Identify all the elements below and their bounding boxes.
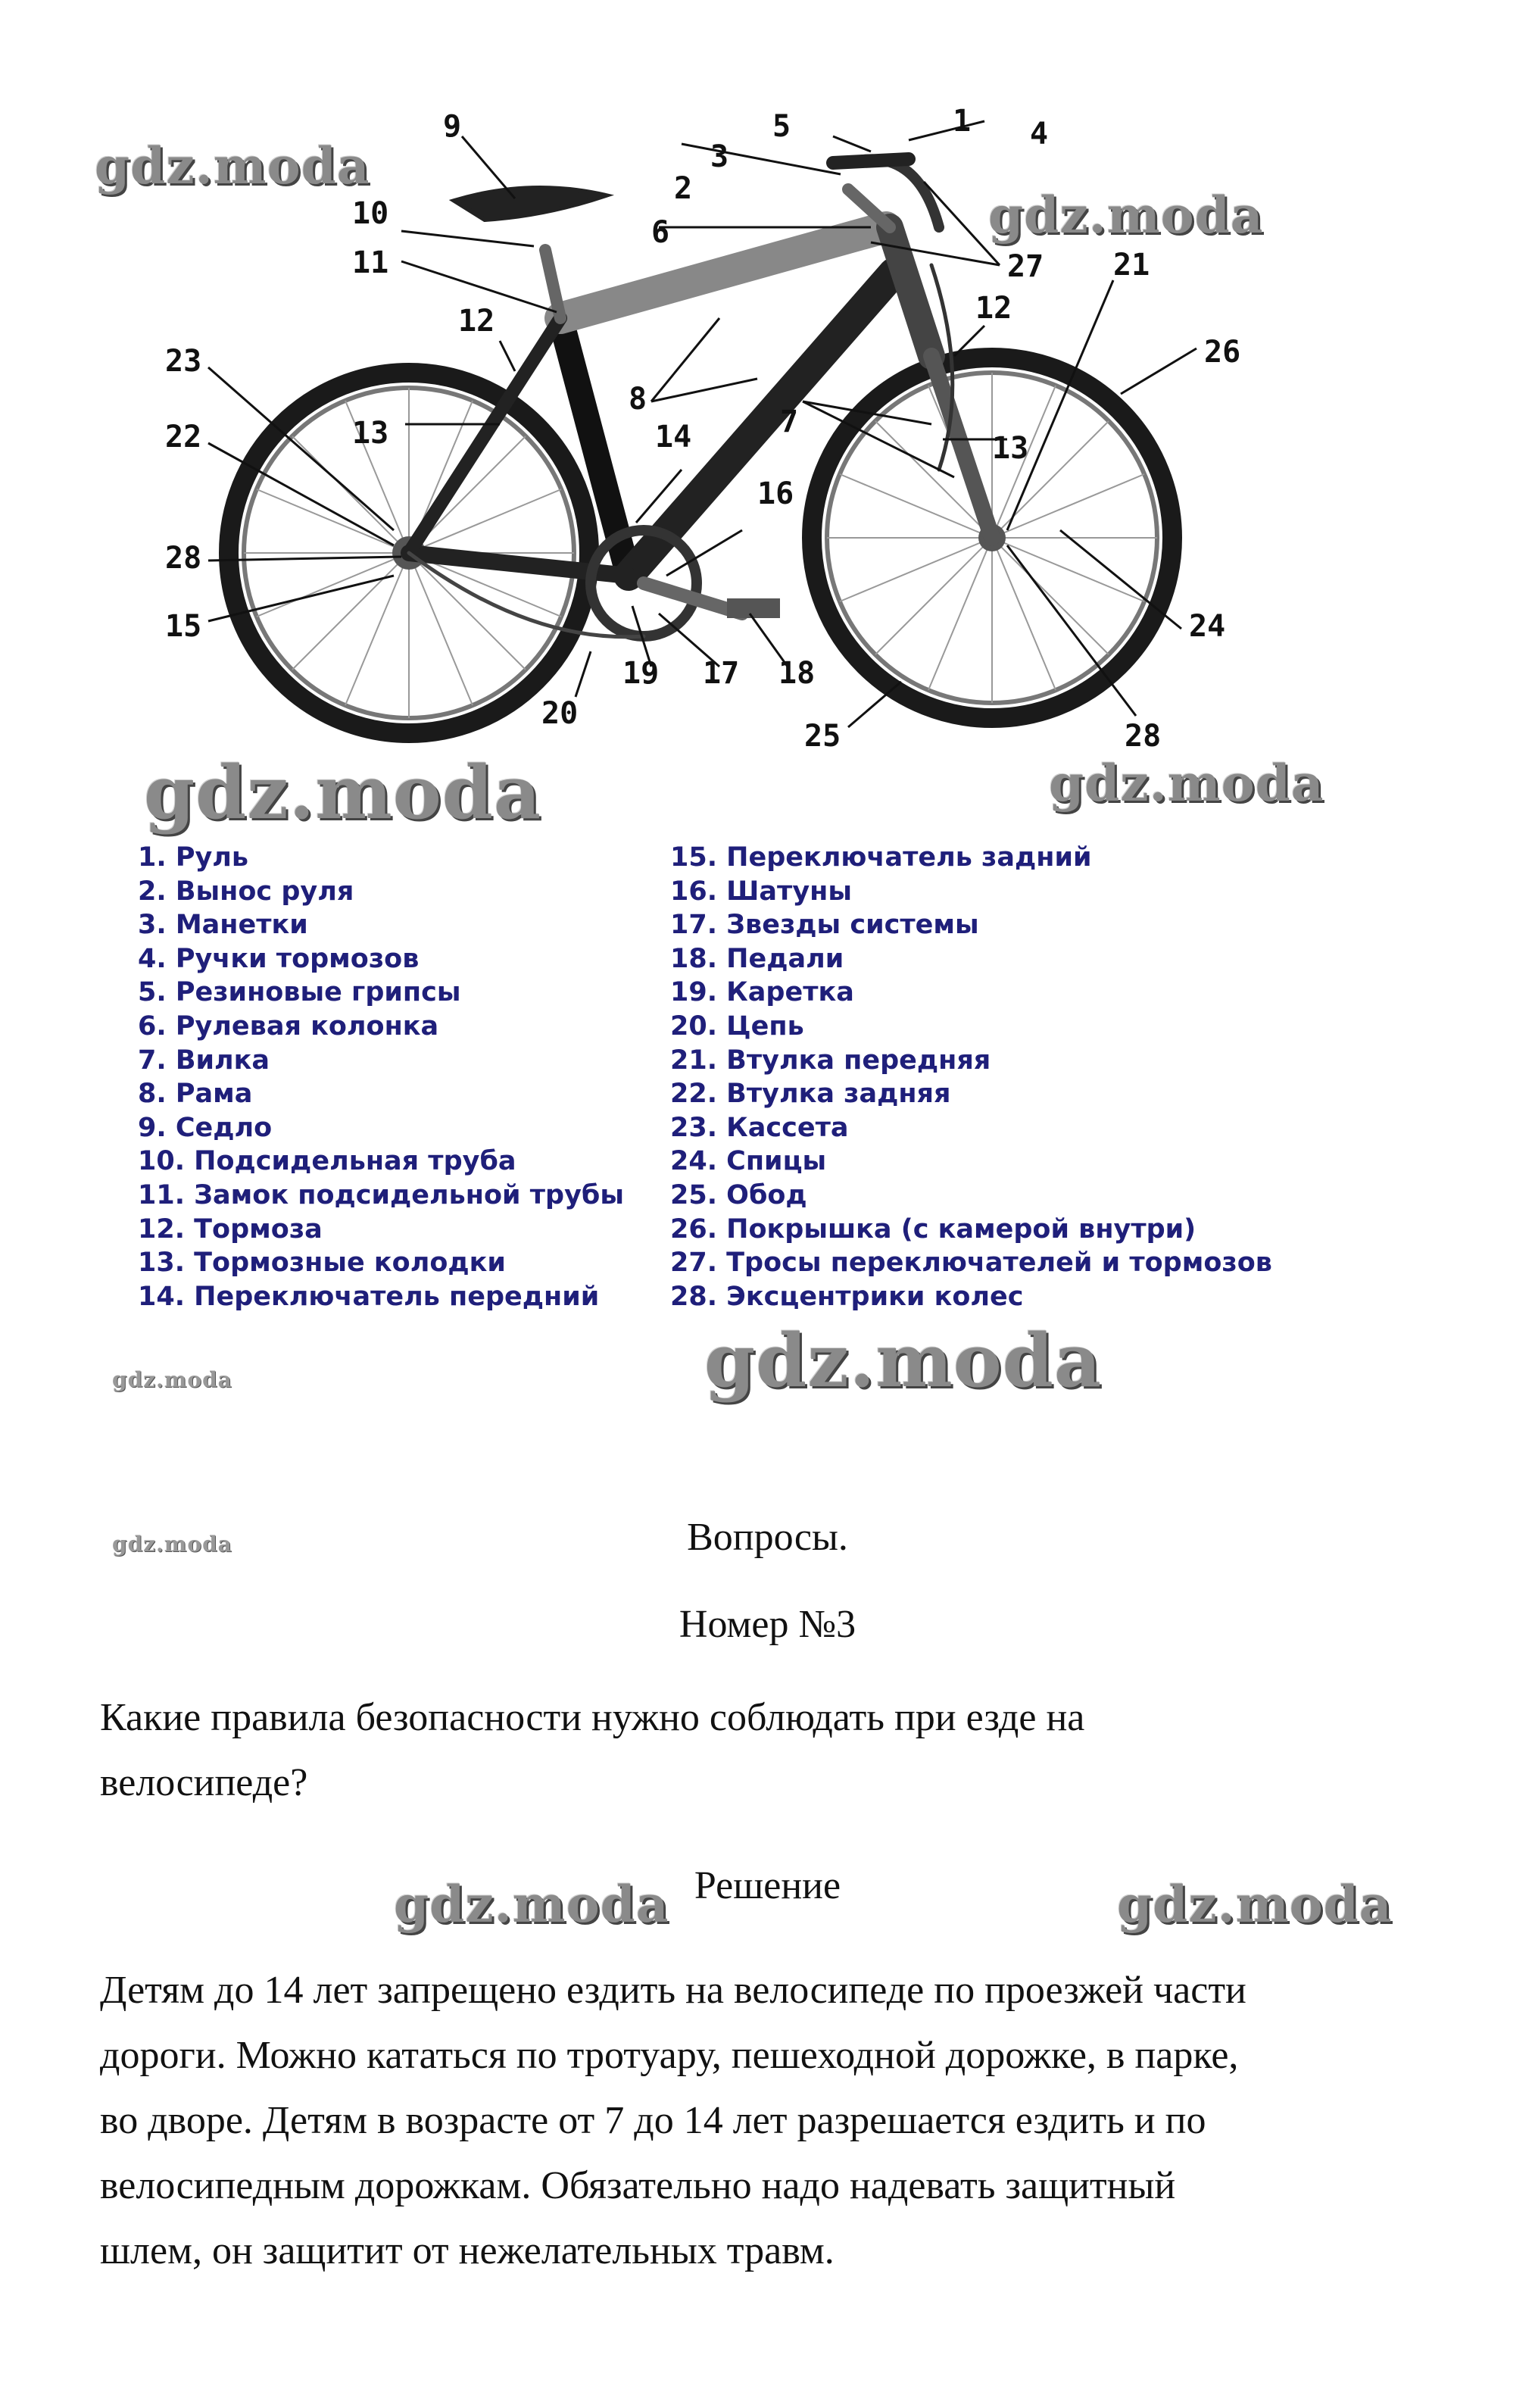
callout-number: 5 <box>772 109 791 144</box>
answer-line: во дворе. Детям в возрасте от 7 до 14 лет разрешается ездить и по <box>100 2099 1206 2142</box>
legend-item: 7. Вилка <box>138 1045 270 1076</box>
watermark: gdz.moda <box>704 1318 1103 1404</box>
watermark: gdz.moda <box>1117 1875 1393 1934</box>
callout-number: 23 <box>165 344 202 379</box>
callout-number: 15 <box>165 609 202 644</box>
callout-number: 25 <box>804 719 841 754</box>
number-heading: Номер №3 <box>679 1603 856 1646</box>
questions-heading: Вопросы. <box>687 1516 848 1559</box>
callout-number: 9 <box>443 109 462 144</box>
callout-number: 22 <box>165 420 202 454</box>
callout-number: 26 <box>1204 335 1241 370</box>
question-text <box>100 1685 1448 1816</box>
legend-item: 21. Втулка передняя <box>670 1045 991 1076</box>
callout-number: 21 <box>1113 248 1150 283</box>
callout-number: 27 <box>1007 249 1044 284</box>
callout-number: 1 <box>953 104 972 139</box>
legend-item: 8. Рама <box>138 1079 253 1110</box>
watermark: gdz.moda <box>394 1875 669 1934</box>
callout-number: 13 <box>352 416 389 451</box>
legend-item: 19. Каретка <box>670 977 854 1008</box>
callout-number: 4 <box>1030 117 1049 151</box>
legend-item: 16. Шатуны <box>670 876 852 907</box>
callout-number: 16 <box>757 476 794 511</box>
callout-number: 13 <box>992 431 1029 466</box>
legend-item: 12. Тормоза <box>138 1213 323 1245</box>
callout-number: 14 <box>655 420 692 454</box>
callout-number: 6 <box>651 215 670 250</box>
legend-item: 1. Руль <box>138 842 249 873</box>
legend-item: 20. Цепь <box>670 1010 804 1042</box>
callout-number: 18 <box>778 656 816 691</box>
watermark: gdz.moda <box>144 750 542 835</box>
legend-item: 17. Звезды системы <box>670 910 979 941</box>
callout-number: 7 <box>780 404 799 439</box>
answer-line: велосипедным дорожкам. Обязательно надо надевать защитный <box>100 2164 1176 2207</box>
legend-item: 2. Вынос руля <box>138 876 354 907</box>
legend-item: 23. Кассета <box>670 1112 849 1143</box>
legend-item: 25. Обод <box>670 1179 807 1210</box>
legend-item: 24. Спицы <box>670 1146 827 1177</box>
legend-item: 22. Втулка задняя <box>670 1079 951 1110</box>
solution-heading: Решение <box>694 1864 841 1907</box>
legend-item: 28. Эксцентрики колес <box>670 1281 1024 1312</box>
question-line: Какие правила безопасности нужно соблюдать при езде на <box>100 1696 1085 1739</box>
callout-number: 19 <box>622 656 660 691</box>
callout-number: 11 <box>352 245 389 280</box>
watermark: gdz.moda <box>988 186 1264 245</box>
callout-number: 12 <box>975 291 1012 326</box>
callout-number: 8 <box>629 382 647 417</box>
answer-line: шлем, он защитит от нежелательных травм. <box>100 2229 835 2272</box>
legend-right <box>670 841 1272 1313</box>
callout-number: 3 <box>710 139 729 174</box>
legend-item: 15. Переключатель задний <box>670 842 1092 873</box>
legend-item: 3. Манетки <box>138 910 308 941</box>
legend-item: 14. Переключатель передний <box>138 1281 600 1312</box>
callout-number: 2 <box>674 171 693 206</box>
watermark: gdz.moda <box>1049 754 1324 813</box>
answer-line: дороги. Можно кататься по тротуару, пешеходной дорожке, в парке, <box>100 2034 1239 2077</box>
legend-item: 27. Тросы переключателей и тормозов <box>670 1248 1272 1279</box>
callout-number: 24 <box>1189 609 1226 644</box>
watermark: gdz.moda <box>112 1367 232 1392</box>
legend-item: 9. Седло <box>138 1112 273 1143</box>
legend-item: 13. Тормозные колодки <box>138 1248 506 1279</box>
legend-item: 10. Подсидельная труба <box>138 1146 516 1177</box>
watermark: gdz.moda <box>95 136 370 195</box>
callout-number: 17 <box>703 656 740 691</box>
legend-item: 11. Замок подсидельной трубы <box>138 1179 624 1210</box>
legend-item: 5. Резиновые грипсы <box>138 977 461 1008</box>
legend-item: 26. Покрышка (с камерой внутри) <box>670 1213 1196 1245</box>
legend-item: 6. Рулевая колонка <box>138 1010 439 1042</box>
legend-left <box>138 841 624 1313</box>
callout-number: 28 <box>165 541 202 576</box>
question-line: велосипеде? <box>100 1761 308 1804</box>
watermark: gdz.moda <box>112 1532 232 1557</box>
answer-text <box>100 1958 1448 2284</box>
answer-line: Детям до 14 лет запрещено ездить на велосипеде по проезжей части <box>100 1969 1246 2012</box>
callout-number: 10 <box>352 196 389 231</box>
callout-number: 20 <box>541 696 579 731</box>
callout-number: 12 <box>458 304 495 339</box>
legend-item: 18. Педали <box>670 943 844 974</box>
callout-number: 28 <box>1125 719 1162 754</box>
legend-item: 4. Ручки тормозов <box>138 943 420 974</box>
